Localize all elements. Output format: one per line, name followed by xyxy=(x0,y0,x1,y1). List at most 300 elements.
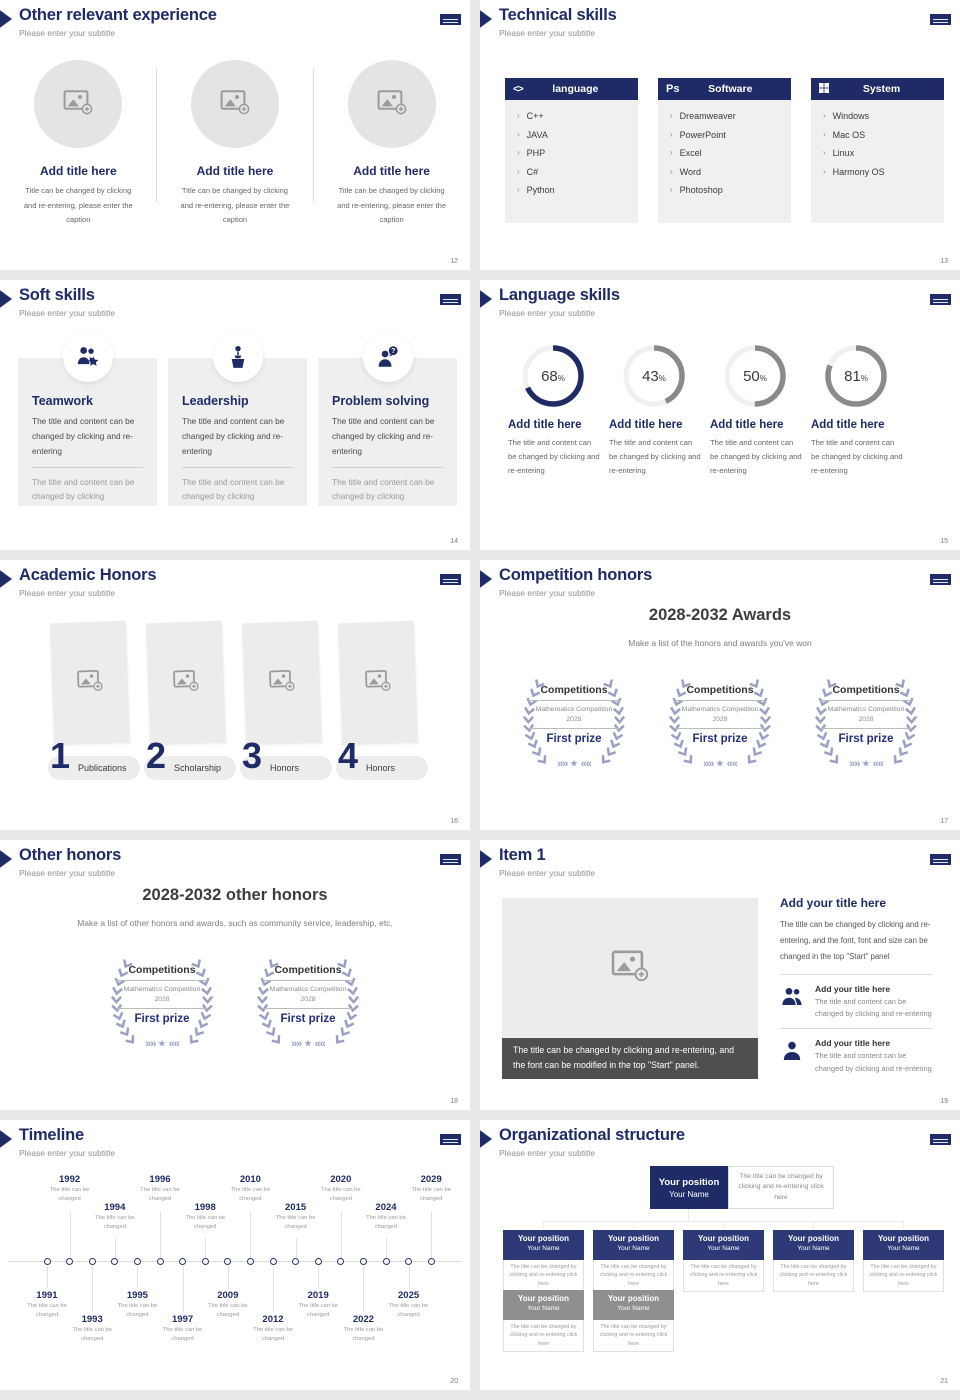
org-connector xyxy=(688,1209,689,1221)
timeline-node xyxy=(66,1258,73,1265)
card-title: Teamwork xyxy=(32,394,93,408)
title-arrow-icon xyxy=(480,288,492,310)
experience-item xyxy=(0,60,157,228)
badge-prize: First prize xyxy=(546,733,602,746)
timeline-year: 2025 xyxy=(398,1290,420,1301)
detail-body: The title can be changed by clicking and re-entering, and the font, font and size can be changed in the top "Start" panel xyxy=(780,920,931,961)
page-number: 12 xyxy=(450,258,458,265)
timeline-caption: The title can be changed xyxy=(140,1187,180,1202)
org-position: Your position xyxy=(608,1294,659,1303)
timeline-year: 1995 xyxy=(126,1290,148,1301)
slide-title: Language skills xyxy=(499,286,620,304)
timeline-caption: The title can be changed xyxy=(411,1187,451,1202)
slide-subtitle: Please enter your subtitle xyxy=(499,308,595,318)
divider xyxy=(332,467,443,468)
timeline-year: 2020 xyxy=(330,1174,352,1185)
logo-badge xyxy=(440,854,461,865)
org-position: Your position xyxy=(518,1294,569,1303)
logo-badge xyxy=(930,854,951,865)
honor-number: 4 xyxy=(338,735,359,776)
timeline-stem xyxy=(341,1212,342,1258)
experience-item xyxy=(157,60,314,228)
org-root-note: The title can be changed by clicking and re-entering click here xyxy=(728,1166,834,1209)
skill-list-item: › Linux xyxy=(823,148,855,158)
timeline-label xyxy=(160,1314,206,1343)
org-child-card xyxy=(593,1290,674,1352)
timeline-label xyxy=(114,1290,160,1319)
logo-badge xyxy=(930,1134,951,1145)
title-arrow-icon xyxy=(480,1128,492,1150)
panel-header xyxy=(505,78,638,100)
item-caption: Title can be changed by clicking and re-entering, please enter the caption xyxy=(23,186,133,225)
slide-title: Timeline xyxy=(19,1126,85,1144)
page-number: 13 xyxy=(940,258,948,265)
panel-label: language xyxy=(552,83,599,95)
org-card-note: The title can be changed by clicking and re-entering click here xyxy=(503,1320,584,1352)
laurel-base-icon: »» ★ «« xyxy=(557,758,591,770)
skill-panels xyxy=(505,78,944,223)
laurel-badge xyxy=(101,956,223,1052)
card-footer: The title and content can be changed by clicking xyxy=(182,476,285,501)
page-number: 18 xyxy=(450,1098,458,1105)
gauge-title: Add title here xyxy=(609,419,683,431)
logo-badge xyxy=(930,574,951,585)
photo-placeholder xyxy=(50,621,130,746)
badge-detail: Mathematics Competition 2028 xyxy=(116,985,208,1009)
org-position: Your position xyxy=(608,1234,659,1243)
timeline-caption: The title can be changed xyxy=(27,1303,67,1318)
title-arrow-icon xyxy=(480,568,492,590)
timeline-axis xyxy=(8,1261,462,1262)
badge-detail: Mathematics Competition 2028 xyxy=(262,985,354,1009)
timeline-label xyxy=(340,1314,386,1343)
timeline-caption: The title can be changed xyxy=(94,1215,135,1230)
org-name: Your Name xyxy=(527,1304,560,1312)
skill-list-item: › Mac OS xyxy=(823,129,866,140)
timeline-caption: The title can be changed xyxy=(49,1187,90,1202)
timeline-label xyxy=(386,1290,432,1319)
skill-list xyxy=(505,100,638,223)
org-card-header xyxy=(503,1290,584,1320)
timeline-caption: The title can be changed xyxy=(320,1187,361,1202)
language-gauges xyxy=(508,344,912,478)
org-position: Your position xyxy=(878,1234,929,1243)
awards-heading: 2028-2032 other honors xyxy=(142,886,328,904)
timeline-node xyxy=(179,1258,186,1265)
timeline-node xyxy=(270,1258,277,1265)
timeline-node xyxy=(134,1258,141,1265)
timeline-label xyxy=(182,1202,228,1231)
experience-items xyxy=(0,60,470,228)
org-card-note: The title can be changed by clicking and re-entering click here xyxy=(593,1320,674,1352)
page-number: 17 xyxy=(940,818,948,825)
detail-title: Add your title here xyxy=(780,896,887,910)
gauge-title: Add title here xyxy=(811,419,885,431)
percent-value: 81 xyxy=(844,367,861,385)
item-title: Add title here xyxy=(196,164,274,178)
logo-badge xyxy=(440,574,461,585)
org-name: Your Name xyxy=(707,1244,740,1252)
timeline-label xyxy=(408,1174,454,1203)
gauge-title: Add title here xyxy=(508,419,582,431)
subitem-title: Add your title here xyxy=(815,1038,891,1049)
panel-header xyxy=(658,78,791,100)
honor-number: 3 xyxy=(242,735,263,776)
timeline-node xyxy=(44,1258,51,1265)
org-connector xyxy=(903,1221,904,1230)
slide-competition-honors[interactable] xyxy=(480,560,960,830)
org-name: Your Name xyxy=(669,1189,709,1199)
slide-language-skills[interactable] xyxy=(480,280,960,550)
gauge-caption: The title and content can be changed by clicking and re-entering xyxy=(508,438,600,476)
timeline-year: 1996 xyxy=(149,1174,171,1185)
timeline-year: 1992 xyxy=(59,1174,81,1185)
timeline-node xyxy=(247,1258,254,1265)
timeline-caption: The title can be changed xyxy=(207,1303,248,1318)
slide-title: Soft skills xyxy=(19,286,95,304)
badge-title: Competitions xyxy=(528,684,620,701)
laurel-badge xyxy=(513,676,635,772)
image-placeholder-icon xyxy=(220,89,250,115)
timeline-node xyxy=(315,1258,322,1265)
slide-subtitle: Please enter your subtitle xyxy=(499,1148,595,1158)
skill-list xyxy=(811,100,944,223)
org-child-card xyxy=(503,1290,584,1352)
slide-other-honors[interactable] xyxy=(0,840,470,1110)
org-position: Your position xyxy=(788,1234,839,1243)
badge-prize: First prize xyxy=(838,733,894,746)
badge-title: Competitions xyxy=(262,964,354,981)
timeline-stem xyxy=(409,1266,410,1288)
photo-placeholder xyxy=(242,621,322,746)
org-connector xyxy=(723,1221,724,1230)
timeline-label xyxy=(227,1174,273,1203)
timeline-stem xyxy=(386,1238,387,1258)
experience-item xyxy=(313,60,470,228)
code-icon: <> xyxy=(513,83,523,95)
image-placeholder xyxy=(34,60,122,148)
item-detail-panel xyxy=(780,896,933,1083)
timeline-caption: The title can be changed xyxy=(298,1303,338,1318)
item-title: Add title here xyxy=(353,164,430,178)
timeline-node xyxy=(292,1258,299,1265)
timeline-node xyxy=(360,1258,367,1265)
timeline-stem xyxy=(47,1266,48,1288)
timeline-stem xyxy=(137,1266,138,1288)
honor-label: Honors xyxy=(366,763,396,773)
timeline-label xyxy=(250,1314,296,1343)
slide-title: Competition honors xyxy=(499,566,653,584)
timeline-node xyxy=(111,1258,118,1265)
slide-subtitle: Please enter your subtitle xyxy=(499,28,595,38)
timeline-caption: The title can be changed xyxy=(275,1215,316,1230)
percent-value: 50 xyxy=(743,367,760,385)
timeline-label xyxy=(205,1290,251,1319)
timeline-stem xyxy=(431,1212,432,1258)
timeline-label xyxy=(295,1290,341,1319)
item-caption: Title can be changed by clicking and re-entering, please enter the caption xyxy=(180,186,290,225)
slide-title: Organizational structure xyxy=(499,1126,685,1144)
image-placeholder xyxy=(502,898,758,1038)
awards-heading: 2028-2032 Awards xyxy=(648,606,792,624)
donut-chart: 50 % xyxy=(723,344,787,408)
slide-academic-honors[interactable] xyxy=(0,560,470,830)
title-arrow-icon xyxy=(0,848,12,870)
page-number: 15 xyxy=(940,538,948,545)
detail-subitem xyxy=(780,975,933,1028)
badge-title: Competitions xyxy=(116,964,208,981)
honor-label: Scholarship xyxy=(174,763,222,773)
title-arrow-icon xyxy=(0,568,12,590)
slide-other-experience[interactable] xyxy=(0,0,470,270)
timeline-node xyxy=(202,1258,209,1265)
gauge-title: Add title here xyxy=(710,419,784,431)
problem-solving-icon xyxy=(363,332,413,382)
panel-label: System xyxy=(862,83,901,95)
laurel-base-icon: »» ★ «« xyxy=(291,1038,325,1050)
panel-software xyxy=(658,78,791,223)
soft-skill-card xyxy=(18,358,157,506)
slide-org-structure[interactable] xyxy=(480,1120,960,1390)
timeline-stem xyxy=(115,1238,116,1258)
image-placeholder-icon xyxy=(77,669,104,693)
people-icon xyxy=(780,986,806,1013)
skill-list-item: › PHP xyxy=(517,148,546,158)
org-card-note: The title can be changed by clicking and re-entering click here xyxy=(683,1260,764,1292)
title-arrow-icon xyxy=(480,8,492,30)
timeline-year: 2022 xyxy=(352,1314,374,1325)
org-card-header xyxy=(773,1230,854,1260)
timeline-stem xyxy=(250,1212,251,1258)
org-card-header xyxy=(863,1230,944,1260)
org-child-card xyxy=(593,1230,674,1292)
org-name: Your Name xyxy=(617,1304,650,1312)
timeline-node xyxy=(428,1258,435,1265)
badge-title: Competitions xyxy=(674,684,766,701)
skill-list-item: › JAVA xyxy=(517,129,548,140)
org-card-note: The title can be changed by clicking and re-entering click here xyxy=(503,1260,584,1292)
org-child-card xyxy=(863,1230,944,1292)
timeline-caption: The title can be changed xyxy=(230,1187,271,1202)
subitem-body: The title and content can be changed by clicking and re-entering xyxy=(815,1051,932,1073)
org-position: Your position xyxy=(518,1234,569,1243)
laurel-badge xyxy=(247,956,369,1052)
skill-list-item: › Word xyxy=(670,166,702,177)
slide-subtitle: Please enter your subtitle xyxy=(19,868,115,878)
badge-prize: First prize xyxy=(692,733,748,746)
honor-number: 2 xyxy=(146,735,167,776)
detail-subitem xyxy=(780,1028,933,1082)
teamwork-icon xyxy=(63,332,113,382)
skill-list-item: › C++ xyxy=(517,111,544,121)
awards-subheading: Make a list of the honors and awards you've won xyxy=(628,638,812,648)
laurel-base-icon: »» ★ «« xyxy=(145,1038,179,1050)
gauge-item xyxy=(609,344,710,478)
honor-label: Publications xyxy=(78,763,127,773)
skill-list-item: › Photoshop xyxy=(670,185,723,195)
timeline-label xyxy=(92,1202,138,1231)
laurel-badge xyxy=(659,676,781,772)
award-badges xyxy=(480,676,960,772)
timeline-label xyxy=(273,1202,319,1231)
skill-list xyxy=(658,100,791,223)
awards-subheading: Make a list of other honors and awards, such as community service, leadership, etc. xyxy=(77,918,393,928)
donut-chart: 68 % xyxy=(521,344,585,408)
panel-system xyxy=(811,78,944,223)
timeline-caption: The title can be changed xyxy=(72,1327,112,1342)
subitem-body: The title and content can be changed by clicking and re-entering xyxy=(815,996,932,1019)
card-footer: The title and content can be changed by clicking xyxy=(332,476,435,501)
image-placeholder xyxy=(191,60,279,148)
timeline-caption: The title can be changed xyxy=(366,1215,406,1230)
badge-detail: Mathematics Competition 2028 xyxy=(528,705,620,729)
card-body: The title and content can be changed by clicking and re-entering xyxy=(332,416,435,456)
timeline-stem xyxy=(318,1266,319,1288)
timeline-year: 2012 xyxy=(262,1314,284,1325)
slide-subtitle: Please enter your subtitle xyxy=(499,588,595,598)
timeline-caption: The title can be changed xyxy=(162,1327,203,1342)
badge-detail: Mathematics Competition 2028 xyxy=(820,705,912,729)
timeline-caption: The title can be changed xyxy=(185,1215,225,1230)
image-placeholder-icon xyxy=(269,669,296,693)
percent-value: 43 xyxy=(642,367,659,385)
slide-title: Item 1 xyxy=(499,846,546,864)
title-arrow-icon xyxy=(0,288,12,310)
skill-list-item: › Harmony OS xyxy=(823,166,885,177)
item-caption: Title can be changed by clicking and re-entering, please enter the caption xyxy=(337,186,446,225)
logo-badge xyxy=(440,1134,461,1145)
org-card-header xyxy=(593,1230,674,1260)
timeline-caption: The title can be changed xyxy=(343,1327,384,1342)
slide-subtitle: Please enter your subtitle xyxy=(19,308,115,318)
slide-subtitle: Please enter your subtitle xyxy=(19,588,115,598)
org-connector xyxy=(813,1221,814,1230)
person-icon xyxy=(780,1040,806,1067)
gauge-item xyxy=(811,344,912,478)
panel-header xyxy=(811,78,944,100)
timeline-caption: The title can be changed xyxy=(117,1303,158,1318)
timeline-node xyxy=(157,1258,164,1265)
skill-list-item: › C# xyxy=(517,166,539,177)
timeline-caption: The title can be changed xyxy=(388,1303,429,1318)
photoshop-icon: Ps xyxy=(666,83,680,95)
org-name: Your Name xyxy=(797,1244,830,1252)
timeline-stem xyxy=(273,1266,274,1312)
timeline-stem xyxy=(183,1266,184,1312)
slide-subtitle: Please enter your subtitle xyxy=(499,868,595,878)
org-child-card xyxy=(773,1230,854,1292)
timeline-year: 2029 xyxy=(420,1174,442,1185)
slide-timeline[interactable] xyxy=(0,1120,470,1390)
timeline-node xyxy=(224,1258,231,1265)
logo-badge xyxy=(930,294,951,305)
org-connector xyxy=(633,1221,634,1230)
skill-list-item: › PowerPoint xyxy=(670,129,726,140)
gauge-caption: The title and content can be changed by clicking and re-entering xyxy=(811,438,903,476)
laurel-badge xyxy=(805,676,927,772)
page-number: 21 xyxy=(940,1378,948,1385)
org-card-note: The title can be changed by clicking and re-entering click here xyxy=(593,1260,674,1292)
timeline-stem xyxy=(296,1238,297,1258)
title-arrow-icon xyxy=(480,848,492,870)
laurel-base-icon: »» ★ «« xyxy=(849,758,883,770)
timeline-label xyxy=(69,1314,115,1343)
slide-subtitle: Please enter your subtitle xyxy=(19,28,115,38)
org-child-card xyxy=(503,1230,584,1292)
timeline-node xyxy=(89,1258,96,1265)
org-name: Your Name xyxy=(617,1244,650,1252)
slide-soft-skills[interactable] xyxy=(0,280,470,550)
svg-text:?: ? xyxy=(390,347,395,355)
org-connector xyxy=(543,1221,544,1230)
badge-prize: First prize xyxy=(134,1013,190,1026)
image-caption-bar: The title can be changed by clicking and re-entering, and the font can be modified in the top "Start" panel. xyxy=(502,1038,758,1079)
divider xyxy=(32,467,143,468)
divider xyxy=(182,467,293,468)
timeline-stem xyxy=(363,1266,364,1312)
skill-list-item: › Python xyxy=(517,185,555,195)
timeline-label xyxy=(47,1174,93,1203)
logo-badge xyxy=(930,14,951,25)
title-arrow-icon xyxy=(0,1128,12,1150)
skill-list-item: › Dreamweaver xyxy=(670,111,736,121)
card-body: The title and content can be changed by clicking and re-entering xyxy=(182,416,285,456)
card-footer: The title and content can be changed by clicking xyxy=(32,476,135,501)
image-placeholder-icon xyxy=(377,89,407,115)
slide-technical-skills[interactable] xyxy=(480,0,960,270)
card-title: Leadership xyxy=(182,394,249,408)
title-arrow-icon xyxy=(0,8,12,30)
percent-value: 68 xyxy=(541,367,558,385)
donut-chart: 43 % xyxy=(622,344,686,408)
soft-skill-card xyxy=(318,347,457,506)
timeline-stem xyxy=(160,1212,161,1258)
subitem-title: Add your title here xyxy=(815,983,891,994)
org-card-header xyxy=(683,1230,764,1260)
timeline-year: 2024 xyxy=(375,1202,397,1213)
slide-title: Other relevant experience xyxy=(19,6,217,24)
timeline-label xyxy=(24,1290,70,1319)
slide-title: Other honors xyxy=(19,846,122,864)
page-number: 20 xyxy=(450,1378,458,1385)
card-title: Problem solving xyxy=(332,394,430,408)
badge-detail: Mathematics Competition 2028 xyxy=(674,705,766,729)
image-placeholder-icon xyxy=(173,669,200,693)
award-badges xyxy=(0,956,470,1052)
org-root-box xyxy=(650,1166,728,1209)
timeline-node xyxy=(405,1258,412,1265)
slide-title: Academic Honors xyxy=(19,566,157,584)
org-position: Your position xyxy=(658,1176,720,1188)
timeline-stem xyxy=(228,1266,229,1288)
timeline-label xyxy=(363,1202,409,1231)
gauge-item xyxy=(710,344,811,478)
photo-placeholder xyxy=(146,621,226,746)
timeline-year: 1991 xyxy=(36,1290,58,1301)
org-name: Your Name xyxy=(887,1244,920,1252)
windows-icon xyxy=(819,83,829,96)
org-card-note: The title can be changed by clicking and re-entering click here xyxy=(863,1260,944,1292)
org-card-note: The title can be changed by clicking and re-entering click here xyxy=(773,1260,854,1292)
badge-title: Competitions xyxy=(820,684,912,701)
timeline-year: 1998 xyxy=(194,1202,216,1213)
badge-prize: First prize xyxy=(280,1013,336,1026)
image-placeholder-icon xyxy=(611,949,649,982)
slide-item-1[interactable] xyxy=(480,840,960,1110)
image-placeholder-icon xyxy=(63,89,93,115)
timeline-stem xyxy=(70,1212,71,1258)
panel-label: Software xyxy=(708,83,753,95)
